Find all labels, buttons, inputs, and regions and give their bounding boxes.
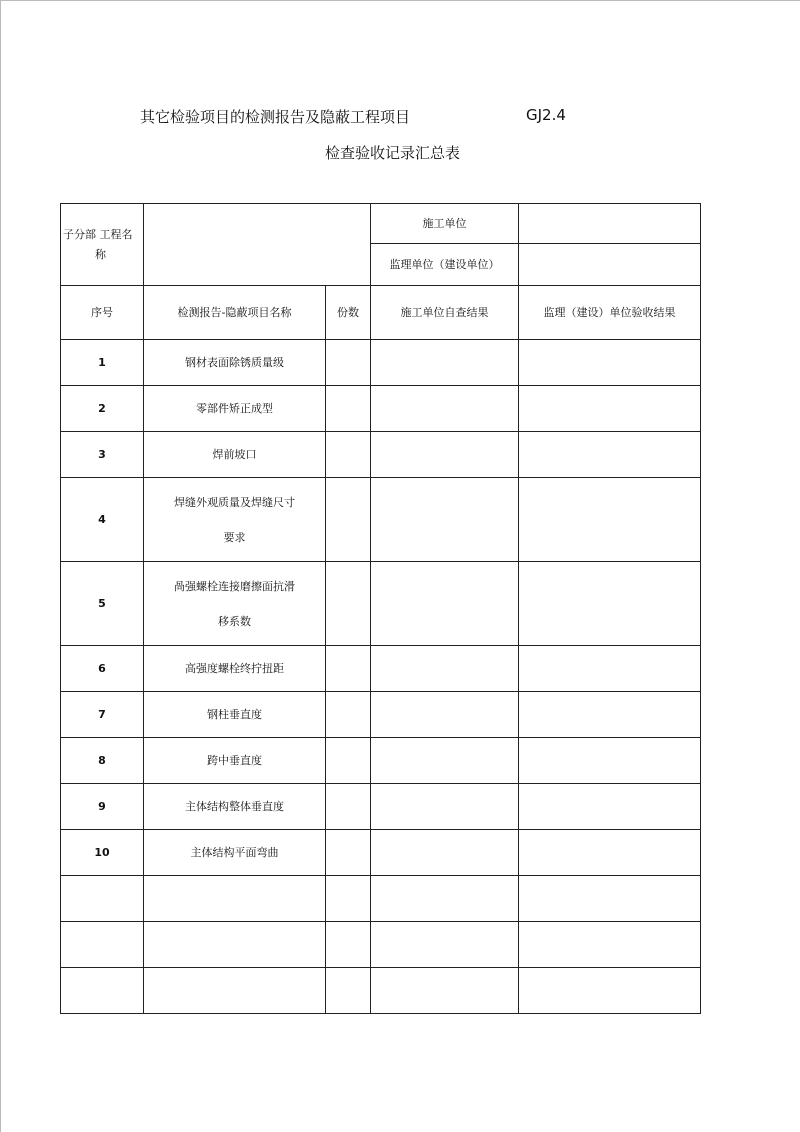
- table-row: [61, 646, 701, 692]
- row-self-check-cell[interactable]: [371, 478, 519, 562]
- row-self-check-cell[interactable]: [371, 738, 519, 784]
- row-number-cell[interactable]: [61, 968, 144, 1014]
- table-row: [61, 432, 701, 478]
- row-self-check-cell[interactable]: [371, 646, 519, 692]
- row-item-name-cell[interactable]: [144, 968, 326, 1014]
- row-self-check-cell[interactable]: [371, 562, 519, 646]
- row-copies-cell[interactable]: [326, 738, 371, 784]
- row-copies-cell[interactable]: [326, 478, 371, 562]
- col-header-copies: 份数: [326, 286, 371, 340]
- row-acceptance-cell[interactable]: [519, 968, 701, 1014]
- row-number-cell[interactable]: [61, 876, 144, 922]
- row-number-cell[interactable]: [61, 922, 144, 968]
- row-copies-cell[interactable]: [326, 784, 371, 830]
- row-self-check-cell[interactable]: [371, 876, 519, 922]
- row-acceptance-cell[interactable]: [519, 738, 701, 784]
- empty-table-row: [61, 876, 701, 922]
- row-item-name: 钢材表面除锈质量级: [144, 340, 326, 386]
- row-copies-cell[interactable]: [326, 432, 371, 478]
- row-item-name: 主体结构整体垂直度: [144, 784, 326, 830]
- row-number: 9: [61, 784, 144, 830]
- row-copies-cell[interactable]: [326, 386, 371, 432]
- row-item-name-line1: 焊缝外观质量及焊缝尺寸: [174, 495, 295, 509]
- table-row: [61, 738, 701, 784]
- row-item-name-cell[interactable]: [144, 876, 326, 922]
- row-acceptance-cell[interactable]: [519, 432, 701, 478]
- row-copies-cell[interactable]: [326, 922, 371, 968]
- row-acceptance-cell[interactable]: [519, 784, 701, 830]
- inspection-summary-table: [60, 203, 701, 1014]
- row-self-check-cell[interactable]: [371, 340, 519, 386]
- sub-project-label: 子分部 工程名: [63, 228, 133, 241]
- row-number: 4: [61, 478, 144, 562]
- page-left-edge: [0, 0, 1, 1132]
- row-number: 6: [61, 646, 144, 692]
- empty-table-row: [61, 968, 701, 1014]
- row-item-name: 钢柱垂直度: [144, 692, 326, 738]
- row-number: 10: [61, 830, 144, 876]
- row-acceptance-cell[interactable]: [519, 386, 701, 432]
- table-row: [61, 340, 701, 386]
- row-copies-cell[interactable]: [326, 692, 371, 738]
- row-self-check-cell[interactable]: [371, 968, 519, 1014]
- sub-project-label-cell: [61, 204, 144, 286]
- row-copies-cell[interactable]: [326, 646, 371, 692]
- row-number: 7: [61, 692, 144, 738]
- row-item-name: 高强度螺栓终拧扭距: [144, 646, 326, 692]
- col-header-item-name: 检测报告-隐蔽项目名称: [144, 286, 326, 340]
- row-item-name: 跨中垂直度: [144, 738, 326, 784]
- row-number: 8: [61, 738, 144, 784]
- table-row: [61, 830, 701, 876]
- page-top-edge: [0, 0, 800, 1]
- row-item-name-line2: 要求: [223, 530, 246, 544]
- row-item-name: [144, 562, 326, 646]
- construction-unit-value[interactable]: [519, 204, 701, 244]
- table-row: [61, 784, 701, 830]
- row-self-check-cell[interactable]: [371, 692, 519, 738]
- row-self-check-cell[interactable]: [371, 830, 519, 876]
- row-acceptance-cell[interactable]: [519, 478, 701, 562]
- row-self-check-cell[interactable]: [371, 386, 519, 432]
- table-row: [61, 692, 701, 738]
- col-header-no: 序号: [61, 286, 144, 340]
- row-acceptance-cell[interactable]: [519, 562, 701, 646]
- row-acceptance-cell[interactable]: [519, 692, 701, 738]
- table-row: [61, 562, 701, 646]
- row-copies-cell[interactable]: [326, 830, 371, 876]
- row-number: 1: [61, 340, 144, 386]
- row-number: 3: [61, 432, 144, 478]
- row-acceptance-cell[interactable]: [519, 922, 701, 968]
- row-acceptance-cell[interactable]: [519, 646, 701, 692]
- row-number: 2: [61, 386, 144, 432]
- row-item-name: 主体结构平面弯曲: [144, 830, 326, 876]
- row-copies-cell[interactable]: [326, 968, 371, 1014]
- column-header-row: [61, 286, 701, 340]
- supervision-unit-value[interactable]: [519, 244, 701, 286]
- sub-project-value-cell[interactable]: [144, 204, 371, 286]
- row-item-name: 焊前坡口: [144, 432, 326, 478]
- row-copies-cell[interactable]: [326, 876, 371, 922]
- form-code: GJ2.4: [526, 106, 566, 124]
- row-self-check-cell[interactable]: [371, 922, 519, 968]
- row-item-name-line1: 咼强螺栓连接磨擦面抗滑: [174, 579, 295, 593]
- header-row-construction: [61, 204, 701, 244]
- table-row: [61, 478, 701, 562]
- row-copies-cell[interactable]: [326, 340, 371, 386]
- empty-table-row: [61, 922, 701, 968]
- row-item-name-line2: 移系数: [218, 614, 251, 628]
- row-acceptance-cell[interactable]: [519, 876, 701, 922]
- row-acceptance-cell[interactable]: [519, 830, 701, 876]
- construction-unit-label: 施工单位: [371, 204, 519, 244]
- col-header-acceptance: 监理（建设）单位验收结果: [519, 286, 701, 340]
- row-copies-cell[interactable]: [326, 562, 371, 646]
- row-self-check-cell[interactable]: [371, 432, 519, 478]
- table-row: [61, 386, 701, 432]
- col-header-self-check: 施工单位自查结果: [371, 286, 519, 340]
- form-title: 其它检验项目的检测报告及隐蔽工程项目: [140, 108, 411, 126]
- row-self-check-cell[interactable]: [371, 784, 519, 830]
- row-acceptance-cell[interactable]: [519, 340, 701, 386]
- row-item-name: [144, 478, 326, 562]
- form-subtitle: 检查验收记录汇总表: [325, 144, 461, 162]
- row-item-name-cell[interactable]: [144, 922, 326, 968]
- sub-project-label-cont: 称: [95, 248, 106, 261]
- row-number: 5: [61, 562, 144, 646]
- row-item-name: 零部件矫正成型: [144, 386, 326, 432]
- supervision-unit-label: 监理单位（建设单位）: [371, 244, 519, 286]
